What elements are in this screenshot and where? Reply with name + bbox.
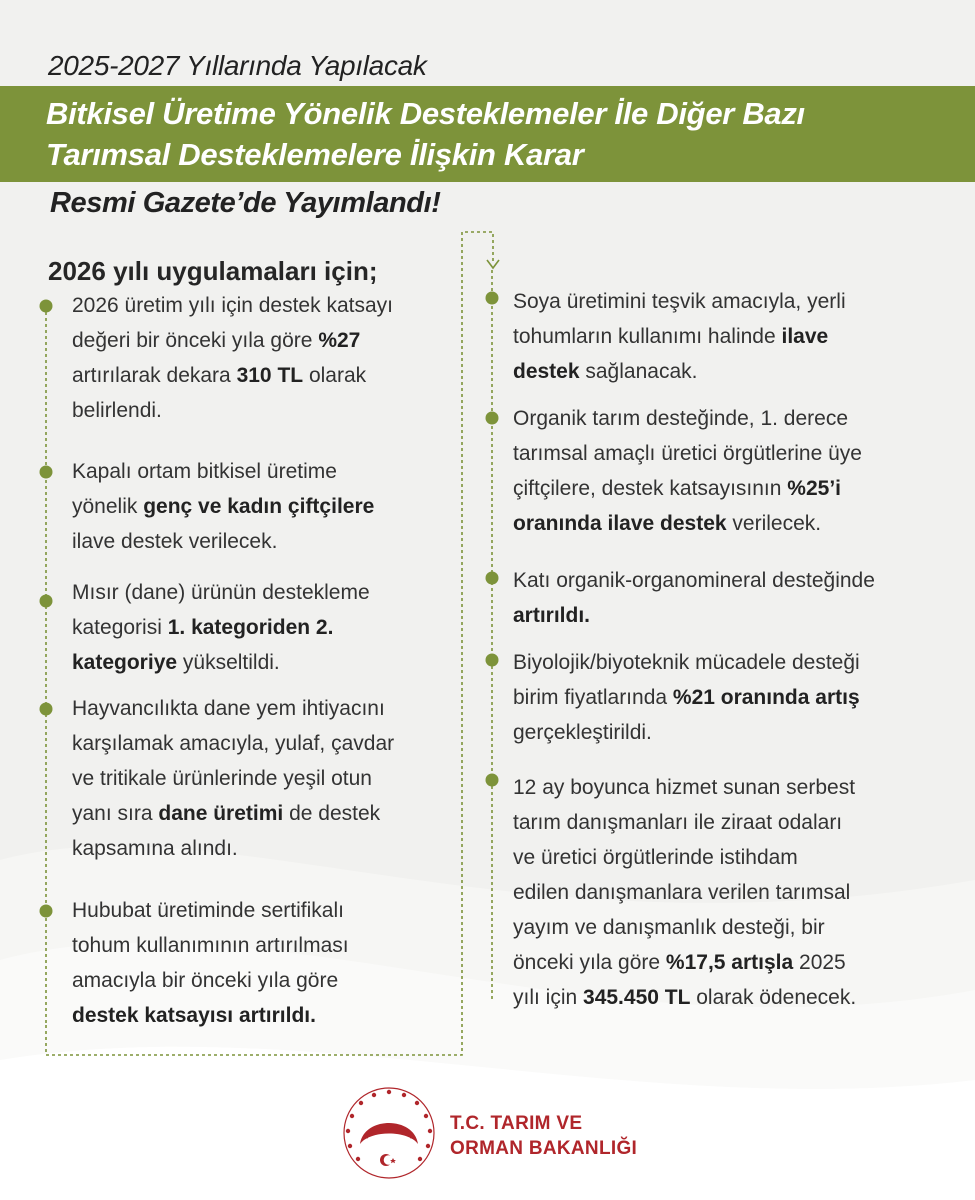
list-item: Soya üretimini teşvik amacıyla, yerli tohumların kullanımı halinde ilave destek sağlanacak. [513,290,846,383]
ministry-emblem-icon [342,1086,436,1180]
list-item: Biyolojik/biyoteknik mücadele desteği birim fiyatlarında %21 oranında artış gerçekleştirildi. [513,651,860,744]
main-title-line-2: Tarımsal Desteklemelere İlişkin Karar [46,137,584,172]
list-item: 12 ay boyunca hizmet sunan serbest tarım danışmanları ile ziraat odaları ve üretici örgütlerinde istihdam edilen danışmanlara verilen tarımsal yayım ve danışmanlık desteği, bir önceki yıla göre %17,5 artışla 2025 yılı için 345.450 TL olarak ödenecek. [513,776,857,1009]
list-item: Mısır (dane) ürünün destekleme kategorisi 1. kategoriden 2. kategoriye yükseltildi. [72,581,370,674]
list-item: 2026 üretim yılı için destek katsayı değeri bir önceki yıla göre %27 artırılarak dekara 310 TL olarak belirlendi. [72,294,393,422]
main-title-line-1: Bitkisel Üretime Yönelik Desteklemeler İle Diğer Bazı [46,96,805,131]
section-heading: 2026 yılı uygulamaları için; [48,256,378,286]
supertitle: 2025-2027 Yıllarında Yapılacak [48,50,427,81]
list-item: Kapalı ortam bitkisel üretime yönelik genç ve kadın çiftçilere ilave destek verilecek. [72,460,375,553]
ministry-name [450,1111,637,1161]
ministry-name-line-2: ORMAN BAKANLIĞI [450,1138,638,1159]
list-item: Organik tarım desteğinde, 1. derece tarımsal amaçlı üretici örgütlerine üye çiftçilere, destek katsayısının %25’i oranında ilave destek verilecek. [513,407,862,535]
list-item: Katı organik-organomineral desteğinde artırıldı. [513,569,875,627]
subtitle: Resmi Gazete’de Yayımlandı! [50,187,441,219]
list-item: Hububat üretiminde sertifikalı tohum kullanımının artırılması amacıyla bir önceki yıla göre destek katsayısı artırıldı. [72,899,349,1027]
list-item: Hayvancılıkta dane yem ihtiyacını karşılamak amacıyla, yulaf, çavdar ve tritikale ürünlerinde yeşil otun yanı sıra dane üretimi de destek kapsamına alındı. [72,697,395,860]
ministry-name-line-1: T.C. TARIM VE [450,1113,583,1134]
